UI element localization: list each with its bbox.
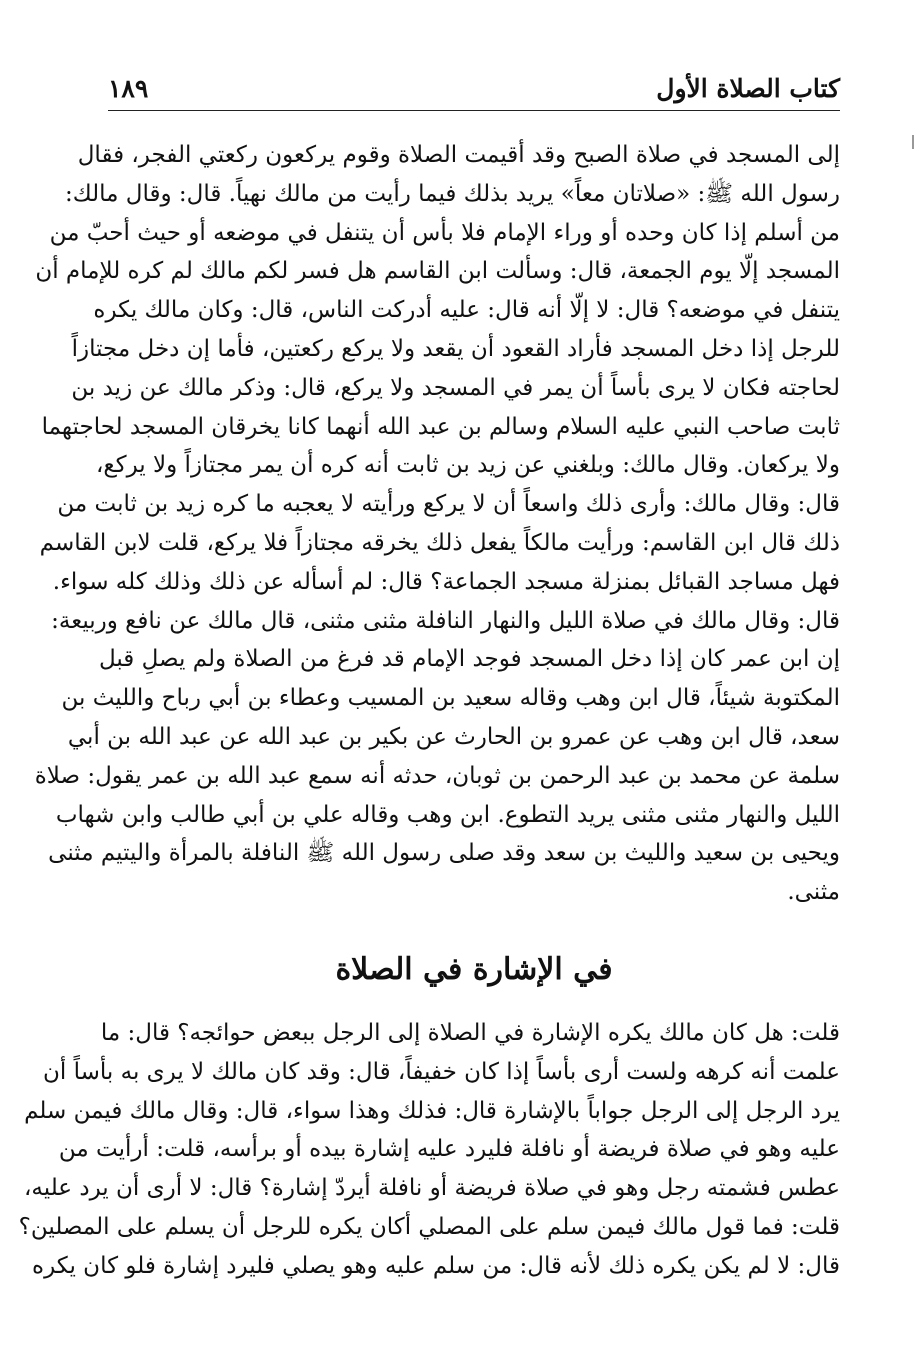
paragraph-1: [34, 136, 840, 912]
text-line: ويحيى بن سعيد والليث بن سعد وقد صلى رسول الله ﷺ النافلة بالمرأة واليتيم مثنى: [48, 840, 840, 867]
page-number: ١٨٩: [108, 74, 149, 103]
text-line: قال: لا لم يكن يكره ذلك لأنه قال: من سلم عليه وهو يصلي فليرد إشارة فلو كان يكره: [32, 1252, 840, 1279]
text-line: قلت: فما قول مالك فيمن سلم على المصلي أكان يكره للرجل أن يسلم على المصلين؟: [18, 1213, 840, 1240]
text-line: الليل والنهار مثنى مثنى يريد التطوع. ابن وهب وقاله علي بن أبي طالب وابن شهاب: [55, 801, 840, 828]
text-line: عليه وهو في صلاة فريضة أو نافلة فليرد عليه إشارة بيده أو برأسه، قلت: أرأيت من: [58, 1136, 840, 1163]
text-line: سعد، قال ابن وهب عن عمرو بن الحارث عن بكير بن عبد الله عن عبد الله بن أبي: [67, 723, 840, 750]
running-header: [108, 68, 840, 111]
text-line: قلت: هل كان مالك يكره الإشارة في الصلاة إلى الرجل ببعض حوائجه؟ قال: ما: [100, 1020, 840, 1046]
text-line: سلمة عن محمد بن عبد الرحمن بن ثوبان، حدثه أنه سمع عبد الله بن عمر يقول: صلاة: [34, 762, 840, 789]
text-line: المكتوبة شيئاً، قال ابن وهب وقاله سعيد بن المسيب وعطاء بن أبي رباح والليث بن: [61, 685, 840, 712]
text-line: ثابت صاحب النبي عليه السلام وسالم بن عبد الله أنهما كانا يخرقان المسجد لحاجتهما: [41, 413, 840, 440]
text-line: علمت أنه كرهه ولست أرى بأساً إذا كان خفيفاً، قال: وقد كان مالك لا يرى به بأساً أن: [43, 1058, 840, 1085]
text-line: يتنفل في موضعه؟ قال: لا إلّا أنه قال: عليه أدركت الناس، قال: وكان مالك يكره: [93, 297, 840, 324]
margin-mark: [912, 135, 914, 149]
text-line: فهل مساجد القبائل بمنزلة مسجد الجماعة؟ قال: لم أسأله عن ذلك وذلك كله سواء.: [52, 568, 840, 595]
text-line: إلى المسجد في صلاة الصبح وقد أقيمت الصلاة وقوم يركعون ركعتي الفجر، فقال: [77, 142, 840, 168]
text-line: للرجل إذا دخل المسجد فأراد القعود أن يقعد ولا يركع ركعتين، فأما إن دخل مجتازاً: [71, 335, 840, 362]
text-line: رسول الله ﷺ: «صلاتان معاً» يريد بذلك فيما رأيت من مالك نهياً. قال: وقال مالك:: [64, 180, 840, 207]
text-line: قال: وقال مالك في صلاة الليل والنهار النافلة مثنى مثنى، قال مالك عن نافع وربيعة:: [51, 607, 840, 634]
text-line: لحاجته فكان لا يرى بأساً أن يمر في المسجد ولا يركع، قال: وذكر مالك عن زيد بن: [71, 374, 840, 401]
text-line: إن ابن عمر كان إذا دخل المسجد فوجد الإمام قد فرغ من الصلاة ولم يصلِ قبل: [98, 646, 840, 673]
text-line: يرد الرجل إلى الرجل جواباً بالإشارة قال: فذلك وهذا سواء، قال: وقال مالك فيمن سلم: [24, 1097, 840, 1124]
text-line: ولا يركعان. وقال مالك: وبلغني عن زيد بن ثابت أنه كره أن يمر مجتازاً ولا يركع،: [96, 452, 840, 479]
text-line: مثنى.: [787, 879, 840, 906]
text-line: ذلك قال ابن القاسم: ورأيت مالكاً يفعل ذلك يخرقه مجتازاً فلا يركع، قلت لابن القاسم: [39, 529, 840, 556]
text-line: من أسلم إذا كان وحده أو وراء الإمام فلا بأس أن يتنفل في موضعه أو حيث أحبّ من: [49, 219, 840, 246]
text-line: المسجد إلّا يوم الجمعة، قال: وسألت ابن القاسم هل فسر لكم مالك لم كره للإمام أن: [35, 258, 840, 285]
text-line: عطس فشمته رجل وهو في صلاة فريضة أو نافلة أيردّ إشارة؟ قال: لا أرى أن يرد عليه،: [24, 1175, 840, 1202]
text-line: قال: وقال مالك: وأرى ذلك واسعاً أن لا يركع ورأيته لا يعجبه ما كره زيد بن ثابت من: [57, 491, 840, 518]
header-title: كتاب الصلاة الأول: [656, 74, 840, 103]
section-heading: في الإشارة في الصلاة: [335, 952, 613, 987]
paragraph-2: [18, 1014, 840, 1286]
